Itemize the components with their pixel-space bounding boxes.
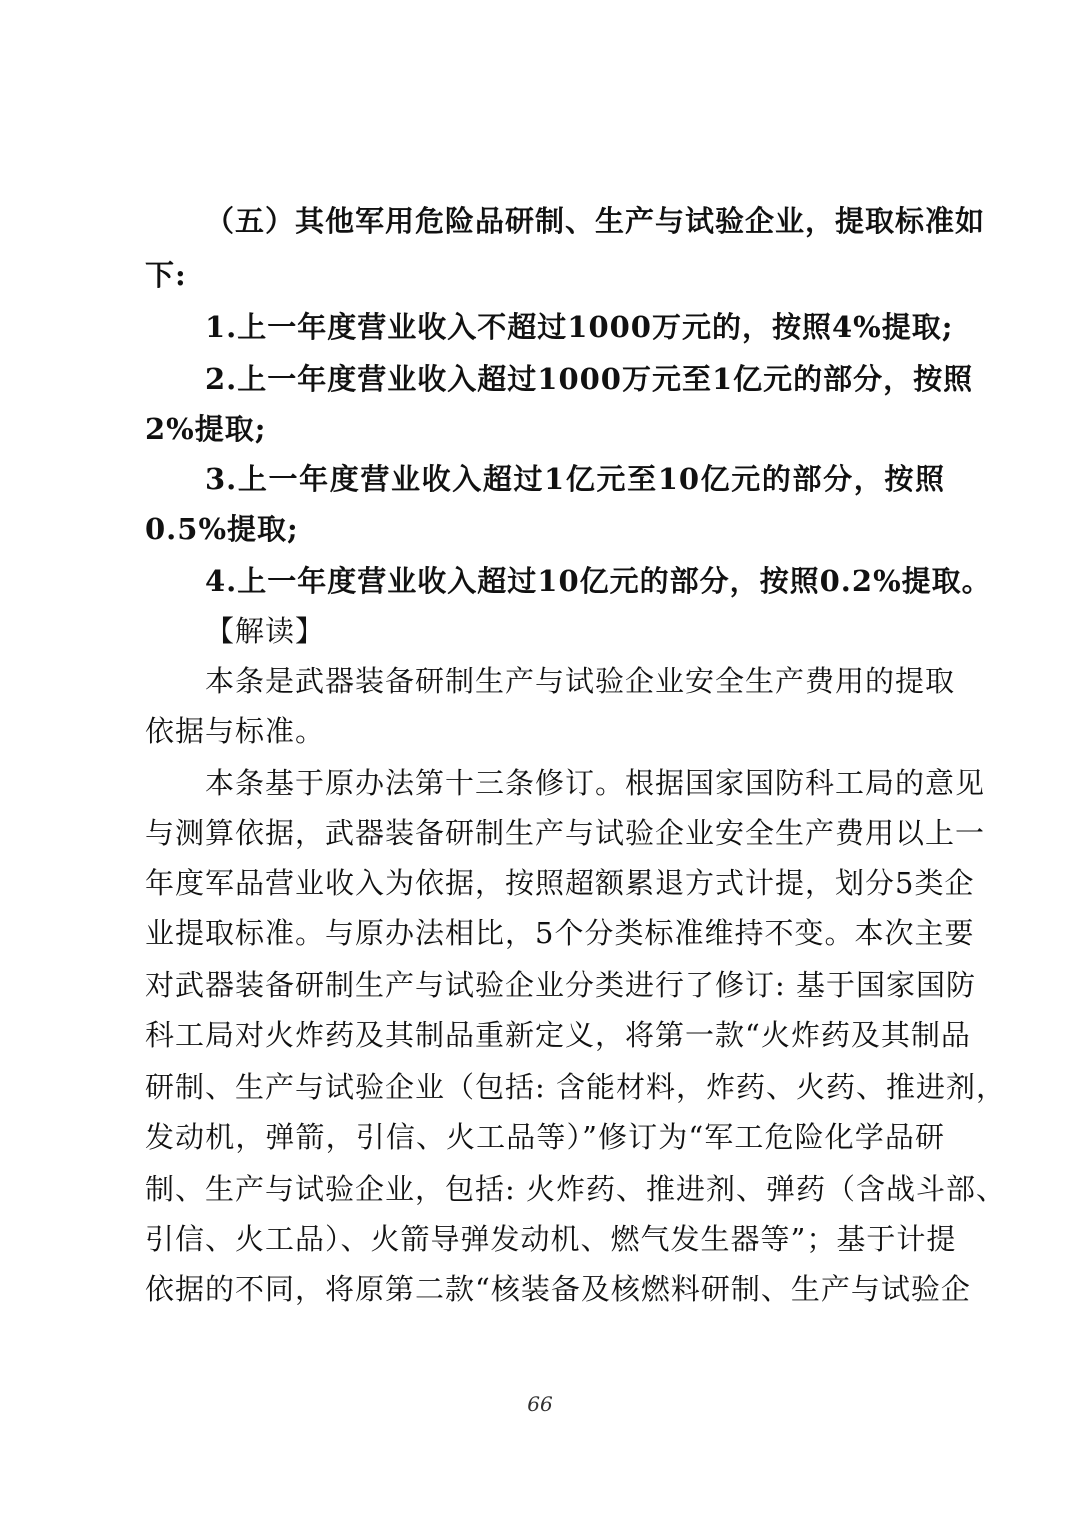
interpretation-paragraph-2-line-11: 依据的不同，将原第二款“核装备及核燃料研制、生产与试验企 — [145, 1272, 971, 1306]
interpretation-heading: 【解读】 — [205, 614, 326, 648]
standard-item-3-line-2: 0.5%提取; — [145, 512, 299, 546]
interpretation-paragraph-2-line-9: 制、生产与试验企业，包括: 火炸药、推进剂、弹药（含战斗部、 — [145, 1172, 1006, 1206]
standard-item-2-line-1: 2.上一年度营业收入超过1000万元至1亿元的部分，按照 — [205, 362, 974, 396]
standard-item-4: 4.上一年度营业收入超过10亿元的部分，按照0.2%提取。 — [205, 564, 992, 598]
clause-heading-line-2: 下: — [145, 258, 187, 292]
interpretation-paragraph-2-line-4: 业提取标准。与原办法相比，5个分类标准维持不变。本次主要 — [145, 916, 975, 950]
standard-item-2-line-2: 2%提取; — [145, 412, 267, 446]
interpretation-paragraph-2-line-6: 科工局对火炸药及其制品重新定义，将第一款“火炸药及其制品 — [145, 1018, 971, 1052]
standard-item-1: 1.上一年度营业收入不超过1000万元的，按照4%提取; — [205, 310, 954, 344]
interpretation-paragraph-2-line-8: 发动机，弹箭，引信、火工品等）”修订为“军工危险化学品研 — [145, 1120, 945, 1154]
interpretation-paragraph-1-line-2: 依据与标准。 — [145, 714, 326, 748]
page-number: 66 — [527, 1392, 553, 1416]
interpretation-paragraph-2-line-5: 对武器装备研制生产与试验企业分类进行了修订: 基于国家国防 — [145, 968, 976, 1002]
interpretation-paragraph-2-line-2: 与测算依据，武器装备研制生产与试验企业安全生产费用以上一 — [145, 816, 986, 850]
interpretation-paragraph-2-line-1: 本条基于原办法第十三条修订。根据国家国防科工局的意见 — [205, 766, 986, 800]
clause-heading-line-1: （五）其他军用危险品研制、生产与试验企业，提取标准如 — [205, 204, 986, 238]
interpretation-paragraph-2-line-10: 引信、火工品）、火箭导弹发动机、燃气发生器等”；基于计提 — [145, 1222, 957, 1256]
interpretation-paragraph-2-line-7: 研制、生产与试验企业（包括: 含能材料，炸药、火药、推进剂， — [145, 1070, 1006, 1104]
interpretation-paragraph-2-line-3: 年度军品营业收入为依据，按照超额累退方式计提，划分5类企 — [145, 866, 975, 900]
interpretation-paragraph-1-line-1: 本条是武器装备研制生产与试验企业安全生产费用的提取 — [205, 664, 956, 698]
standard-item-3-line-1: 3.上一年度营业收入超过1亿元至10亿元的部分，按照 — [205, 462, 945, 496]
